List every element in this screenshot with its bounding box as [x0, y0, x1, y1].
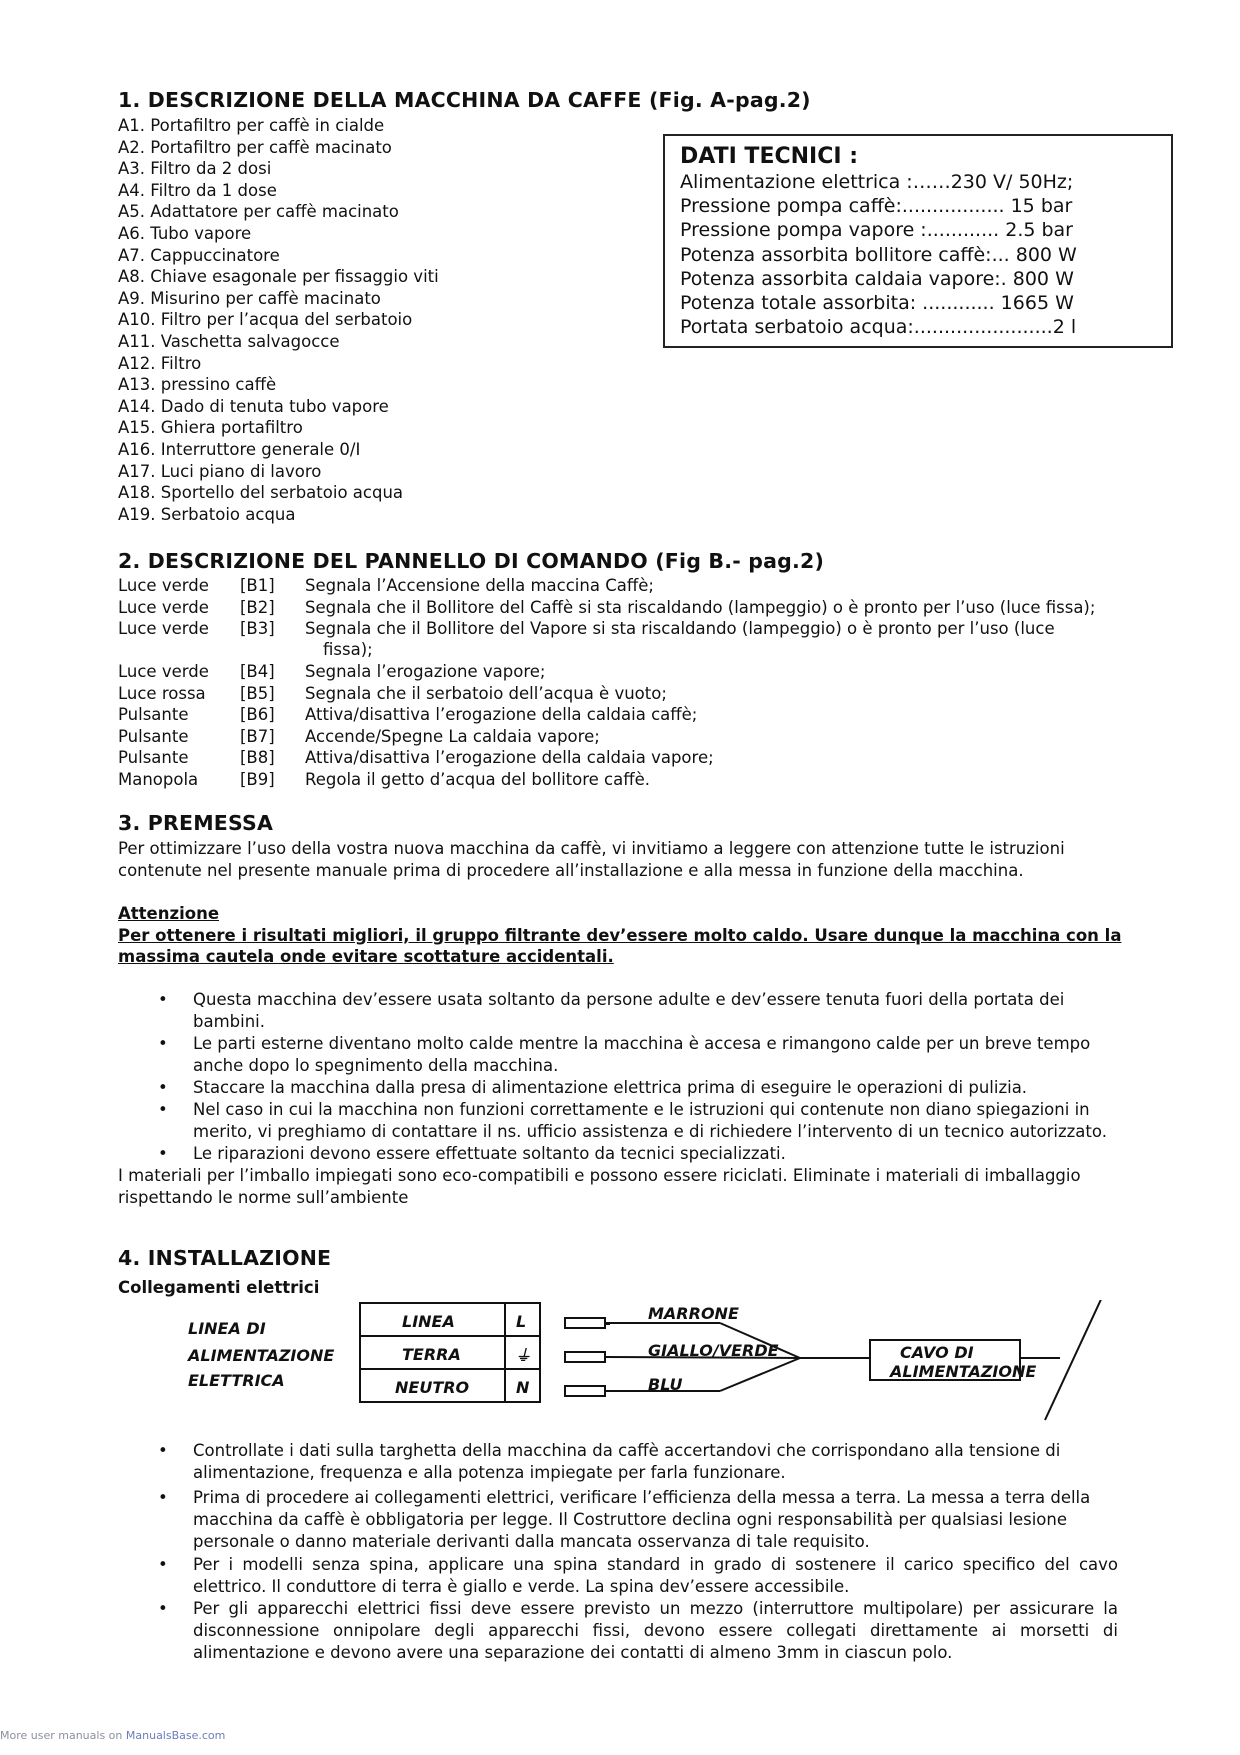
list-item: A9. Misurino per caffè macinato [118, 288, 381, 308]
row-type: Luce rossa [118, 684, 206, 703]
bullet-line: disconnessione onnipolare degli apparecchi fissi, devono essere collegati direttamente ai morsetti di [193, 1620, 1118, 1640]
bullet-icon: • [158, 1488, 168, 1507]
warning-title: Attenzione [118, 904, 220, 923]
cable-label: CAVO DI [900, 1343, 974, 1362]
list-item: A4. Filtro da 1 dose [118, 180, 277, 200]
list-item [118, 1554, 1118, 1598]
paragraph-line: rispettando le norme sull’ambiente [118, 1187, 409, 1207]
technical-data-line: Potenza assorbita caldaia vapore:. 800 W [680, 267, 1074, 290]
list-item: A16. Interruttore generale 0/I [118, 439, 361, 459]
list-item [118, 1077, 1118, 1099]
row-type: Manopola [118, 770, 199, 789]
list-item: A3. Filtro da 2 dosi [118, 159, 272, 179]
row-code: [B5] [240, 684, 275, 703]
row-code: [B3] [240, 619, 275, 638]
footer-prefix: More user manuals on [0, 1729, 126, 1742]
terminal-symbol: N [516, 1378, 530, 1397]
row-code: [B4] [240, 662, 275, 681]
paragraph-line: I materiali per l’imballo impiegati sono eco-compatibili e possono essere riciclati. Eliminate i materiali di imballaggio [118, 1166, 1081, 1185]
connector-icon [565, 1386, 605, 1396]
connector-icon [565, 1318, 605, 1328]
wires [565, 1300, 1110, 1420]
wire-color-label: BLU [648, 1375, 683, 1394]
technical-data-line: Pressione pompa caffè:................. 15 bar [680, 195, 1073, 218]
list-item [118, 989, 1118, 1033]
row-desc: Segnala l’Accensione della maccina Caffè; [305, 576, 654, 595]
ground-icon: ⏚ [515, 1346, 532, 1365]
bullet-line: alimentazione e devono avere una separazione dei contatti di almeno 3mm in ciascun polo. [193, 1642, 953, 1662]
wiring-diagram [180, 1300, 1130, 1430]
row-type: Luce verde [118, 662, 209, 681]
technical-data-line: Potenza totale assorbita: ............ 1665 W [680, 292, 1074, 315]
list-item: A2. Portafiltro per caffè macinato [118, 137, 392, 157]
cut-line [1045, 1300, 1110, 1420]
supply-label: ALIMENTAZIONE [188, 1346, 335, 1365]
terminal-name: TERRA [402, 1345, 461, 1364]
wire-color-label: GIALLO/VERDE [648, 1341, 779, 1360]
row-code: [B9] [240, 770, 275, 789]
row-type: Luce verde [118, 598, 209, 617]
warning-line: massima cautela onde evitare scottature accidentali. [118, 947, 614, 967]
bullet-line: Nel caso in cui la macchina non funzioni correttamente e le istruzioni qui contenute non diano spiegazioni in [193, 1100, 1090, 1119]
list-item: A11. Vaschetta salvagocce [118, 331, 340, 351]
list-item: A5. Adattatore per caffè macinato [118, 202, 399, 222]
list-item [118, 1099, 1118, 1143]
bullet-line: personale o danno materiale derivanti dalla mancata osservanza di tale requisito. [193, 1531, 870, 1551]
list-item: A12. Filtro [118, 353, 202, 373]
bullet-line: elettrico. Il conduttore di terra è giallo e verde. La spina dev’essere accessibile. [193, 1576, 850, 1596]
bullet-icon: • [158, 990, 168, 1009]
outro-paragraph [118, 1165, 1081, 1208]
row-desc-cont: fissa); [323, 640, 373, 659]
list-item: A6. Tubo vapore [118, 223, 252, 243]
bullet-line: Questa macchina dev’essere usata soltanto da persone adulte e dev’essere tenuta fuori della portata dei [193, 990, 1065, 1009]
section-1-title: 1. DESCRIZIONE DELLA MACCHINA DA CAFFE (Fig. A-pag.2) [118, 88, 811, 112]
bullet-icon: • [158, 1078, 168, 1097]
bullet-line: Controllate i dati sulla targhetta della macchina da caffè accertandovi che corrispondano alla tensione di [193, 1441, 1061, 1460]
warning-block [118, 903, 1121, 968]
terminal-name: NEUTRO [395, 1378, 470, 1397]
cable-label: ALIMENTAZIONE [890, 1362, 1037, 1381]
bullet-line: anche dopo lo spegnimento della macchina. [193, 1055, 559, 1075]
list-item: A1. Portafiltro per caffè in cialde [118, 116, 385, 135]
row-desc: Attiva/disattiva l’erogazione della caldaia caffè; [305, 705, 698, 724]
list-item [118, 1033, 1118, 1077]
bullet-line: alimentazione, frequenza e alla potenza impiegate per farla funzionare. [193, 1462, 786, 1482]
list-item [118, 1143, 1118, 1165]
list-item: A17. Luci piano di lavoro [118, 461, 322, 481]
row-code: [B8] [240, 748, 275, 767]
wire-line [720, 1358, 800, 1391]
supply-label: LINEA DI [188, 1319, 266, 1338]
list-item [118, 1487, 1118, 1552]
footer-watermark [0, 1729, 225, 1742]
paragraph-line: Per ottimizzare l’uso della vostra nuova macchina da caffè, vi invitiamo a leggere con attenzione tutte le istruzioni [118, 839, 1065, 858]
section-3-title: 3. PREMESSA [118, 811, 274, 835]
row-desc: Regola il getto d’acqua del bollitore caffè. [305, 770, 650, 789]
row-type: Pulsante [118, 748, 189, 767]
row-desc: Segnala che il Bollitore del Vapore si sta riscaldando (lampeggio) o è pronto per l’uso (luce [305, 619, 1055, 638]
bullet-line: merito, vi preghiamo di contattare il ns. ufficio assistenza e di richiedere l’intervento di un tecnico autorizzato. [193, 1121, 1107, 1141]
row-desc: Segnala che il serbatoio dell’acqua è vuoto; [305, 684, 667, 703]
bullet-line: Staccare la macchina dalla presa di alimentazione elettrica prima di eseguire le operazioni di pulizia. [193, 1078, 1028, 1097]
footer-link[interactable]: ManualsBase.com [125, 1729, 226, 1742]
terminal-name: LINEA [402, 1312, 455, 1331]
row-desc: Attiva/disattiva l’erogazione della caldaia vapore; [305, 748, 714, 767]
technical-data-title: DATI TECNICI : [680, 144, 858, 169]
bullet-line: Prima di procedere ai collegamenti elettrici, verificare l’efficienza della messa a terra. La messa a terra della [193, 1488, 1091, 1507]
row-type: Pulsante [118, 705, 189, 724]
bullet-icon: • [158, 1100, 168, 1119]
wire-color-label: MARRONE [648, 1304, 739, 1323]
row-type: Luce verde [118, 576, 209, 595]
technical-data-box [663, 134, 1173, 348]
row-code: [B1] [240, 576, 275, 595]
machine-parts-list [118, 115, 439, 525]
intro-paragraph [118, 838, 1065, 881]
warning-line: Per ottenere i risultati migliori, il gruppo filtrante dev’essere molto caldo. Usare dunque la macchina con la [118, 925, 1122, 945]
bullet-line: Per i modelli senza spina, applicare una spina standard in grado di sostenere il carico specifico del cavo [193, 1555, 1118, 1574]
row-code: [B2] [240, 598, 275, 617]
list-item: A10. Filtro per l’acqua del serbatoio [118, 310, 413, 330]
technical-data-line: Portata serbatoio acqua:.......................2 l [680, 316, 1077, 339]
list-item: A8. Chiave esagonale per fissaggio viti [118, 267, 439, 287]
section-2-title: 2. DESCRIZIONE DEL PANNELLO DI COMANDO (Fig B.- pag.2) [118, 549, 825, 573]
bullet-line: bambini. [193, 1011, 266, 1031]
bullet-line: macchina da caffè è obbligatoria per legge. Il Costruttore declina ogni responsabilità per qualsiasi lesione [193, 1509, 1067, 1529]
row-desc: Segnala l’erogazione vapore; [305, 662, 546, 681]
bullet-line: Le parti esterne diventano molto calde mentre la macchina è accesa e rimangono calde per un breve tempo [193, 1034, 1091, 1053]
bullet-icon: • [158, 1555, 168, 1574]
row-code: [B6] [240, 705, 275, 724]
row-desc: Segnala che il Bollitore del Caffè si sta riscaldando (lampeggio) o è pronto per l’uso (luce fissa); [305, 598, 1096, 617]
row-code: [B7] [240, 727, 275, 746]
list-item: A19. Serbatoio acqua [118, 504, 296, 524]
section-4-title: 4. INSTALLAZIONE [118, 1246, 332, 1270]
supply-label: ELETTRICA [188, 1371, 285, 1390]
technical-data-line: Potenza assorbita bollitore caffè:... 800 W [680, 243, 1077, 266]
bullet-line: Le riparazioni devono essere effettuate soltanto da tecnici specializzati. [193, 1144, 786, 1163]
list-item: A13. pressino caffè [118, 375, 277, 395]
technical-data-line: Pressione pompa vapore :............ 2.5 bar [680, 219, 1073, 242]
terminal-symbol: L [516, 1312, 527, 1331]
bullet-line: Per gli apparecchi elettrici fissi deve essere previsto un mezzo (interruttore multipolare) per assicurare la [193, 1599, 1118, 1618]
row-desc: Accende/Spegne La caldaia vapore; [305, 727, 600, 746]
bullet-icon: • [158, 1034, 168, 1053]
row-type: Pulsante [118, 727, 189, 746]
bullet-icon: • [158, 1599, 168, 1618]
subsection-title: Collegamenti elettrici [118, 1278, 320, 1297]
technical-data-line: Alimentazione elettrica :……230 V/ 50Hz; [680, 171, 1074, 193]
list-item [118, 1598, 1118, 1663]
connector-icon [565, 1352, 605, 1362]
row-type: Luce verde [118, 619, 209, 638]
list-item: A14. Dado di tenuta tubo vapore [118, 396, 389, 416]
list-item: A18. Sportello del serbatoio acqua [118, 483, 404, 503]
list-item [118, 1440, 1118, 1484]
list-item: A7. Cappuccinatore [118, 245, 280, 265]
bullet-icon: • [158, 1144, 168, 1163]
bullet-icon: • [158, 1441, 168, 1460]
paragraph-line: contenute nel presente manuale prima di procedere all’installazione e alla messa in funzione della macchina. [118, 860, 1024, 880]
list-item: A15. Ghiera portafiltro [118, 418, 303, 438]
